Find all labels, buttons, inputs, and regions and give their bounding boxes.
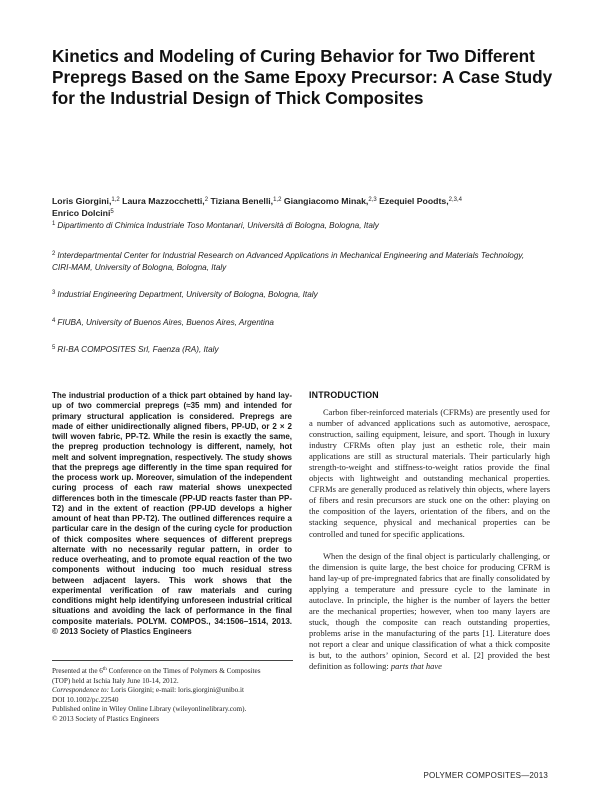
footnote-correspondence: Correspondence to: Loris Giorgini; e-mail: loris.giorgini@unibo.it	[52, 686, 244, 695]
footnote-doi: DOI 10.1002/pc.22540	[52, 695, 119, 704]
running-footer: POLYMER COMPOSITES—2013	[423, 771, 548, 780]
footnote-presented-cont: (TOP) held at Ischia Italy June 10-14, 2012.	[52, 676, 179, 685]
affiliation: $^5$ RI-BA COMPOSITES Srl, Faenza (RA), Italy	[52, 345, 219, 354]
footnote-copyright: © 2013 Society of Plastics Engineers	[52, 714, 160, 723]
author: Laura Mazzocchetti,$^2$	[122, 196, 209, 206]
footnote-published: Published online in Wiley Online Library (wileyonlinelibrary.com).	[52, 705, 247, 714]
intro-paragraph: When the design of the final object is particularly challenging, or the dimension is quite large, the best choice for producing CFRM is hand lay-up of pre-impregnated fabrics that are finally consolidated by applying a temperature and pressure cycle to the laminate in autoclave. In principle, the higher is the number of layers the better are the mechanical properties; however, when too many layers are stuck, though the composite can reach outstanding properties, problems arise in the manufacturing of the parts [1]. Literature does not report a clear and unique classification of what a thick composite is but, to the authors’ opinion, Secord et al. [2] provided the best definition as following: parts that have	[309, 551, 550, 672]
intro-paragraph: Carbon fiber-reinforced materials (CFRMs) are presently used for a number of advanced applications such as automotive, aerospace, construction, sailing equipment, leisure, and sport. Though in luxury industry CFRMs often play just an esthetic role, their main applications are still as structural materials. Their particularly high strength-to-weight and stiffness-to-weight ratios provide the final objects with lightweight and outstanding mechanical properties. CFRMs are generally produced as relatively thin objects, where layers of fibers and resin precursors are stuck one on the other: playing on the composition of the layers, orientation of the fibers, and on the stacking sequence, physical and mechanical properties can be controlled and tuned for specific applications.	[309, 407, 550, 539]
author: Giangiacomo Minak,$^{2,3}$	[283, 196, 377, 206]
affiliation: $^3$ Industrial Engineering Department, University of Bologna, Bologna, Italy	[52, 290, 318, 299]
footnote-presented: Presented at the 6th Conference on the Times of Polymers & Composites	[52, 667, 261, 675]
article-title: Kinetics and Modeling of Curing Behavior for Two Different Prepregs Based on the Same Epoxy Precursor: A Case Study for the Industrial Design of Thick Composites	[52, 46, 553, 108]
abstract: The industrial production of a thick part obtained by hand lay-up of two commercial prepregs (≈35 mm) and intended for primary structural application is considered. Prepregs are made of either unidirectionally aligned fibers, PP-UD, or 2 × 2 twill woven fabric, PP-T2. While the resin is exactly the same, the prepreg production technology is different, namely, hot melt and solvent impregnation, respectively. The study shows that the prepregs age differently in the time span required for the process work up. Moreover, simulation of the independent curing process of each raw material shows unexpected differences both in the timescale (PP-UD reacts faster than PP-T2) and in the extent of reaction (PP-UD develops a higher amount of heat than PP-T2). The outlined differences require a particular care in the design of the curing cycle for production of thick composites where sequences of different prepregs alternate with no necessarily regular pattern, in order to reduce overheating, and to promote equal reaction of the two components without inducing too much residual stress between adjacent layers. This work shows that the experimental verification of raw materials and curing conditions might help identifying unforeseen industrial critical situations and avoiding the lack of performance in the final composite materials. POLYM. COMPOS., 34:1506–1514, 2013. © 2013 Society of Plastics Engineers	[52, 391, 292, 636]
author: Loris Giorgini,$^{1,2}$	[52, 196, 120, 206]
footnote-divider	[52, 660, 293, 661]
author-list	[52, 195, 552, 219]
footnotes	[52, 665, 302, 725]
affiliation: $^4$ FIUBA, University of Buenos Aires, Buenos Aires, Argentina	[52, 318, 274, 327]
affiliation: $^1$ Dipartimento di Chimica Industriale Toso Montanari, Università di Bologna, Bologna, Italy	[52, 221, 379, 230]
author: Ezequiel Poodts,$^{2,3,4}$	[379, 196, 462, 206]
section-heading: INTRODUCTION	[309, 390, 379, 400]
author: Enrico Dolcini$^5$	[52, 208, 114, 218]
affiliation: $^2$ Interdepartmental Center for Industrial Research on Advanced Applications in Mechanical Engineering and Materials Technology, CIRI-MAM, University of Bologna, Bologna, Italy	[52, 251, 525, 272]
author: Tiziana Benelli,$^{1,2}$	[210, 196, 282, 206]
